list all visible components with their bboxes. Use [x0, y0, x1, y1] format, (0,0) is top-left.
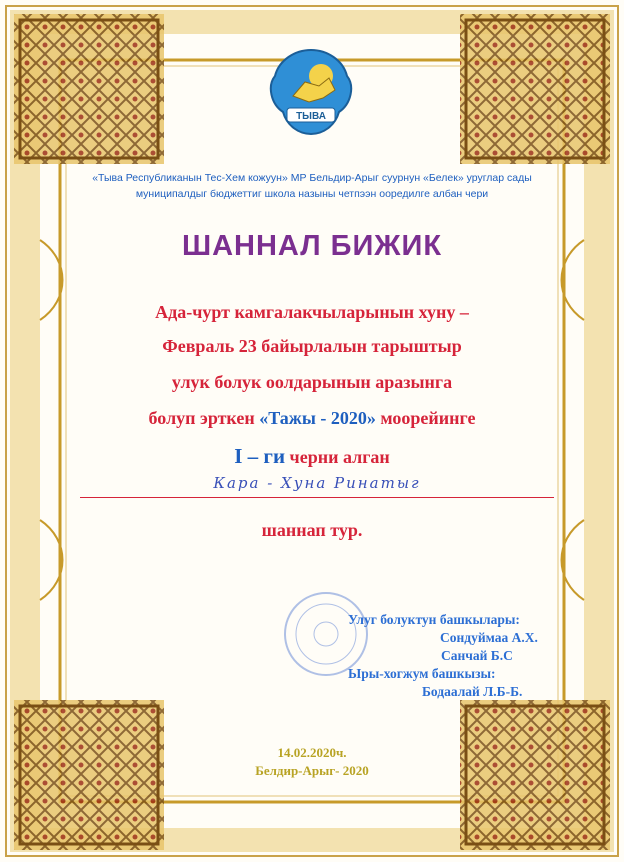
text-line-2: Февраль 23 байырлалын тарыштыр	[162, 336, 462, 356]
signature-name-1: Сондуймаа А.Х.	[440, 630, 538, 645]
closing-text: шаннап тур.	[261, 520, 363, 540]
emblem-label: ТЫВА	[296, 111, 326, 122]
place-suffix: черни алган	[285, 447, 390, 467]
text-line-3: улук болук оолдарынын аразынга	[171, 372, 453, 392]
text-line-4	[0, 408, 624, 429]
signature-role-2: Ыры-хогжум башкызы:	[348, 666, 496, 681]
corner-knot-top-left-icon	[14, 14, 164, 164]
place-line	[0, 444, 624, 469]
certificate-title: ШАННАЛ БИЖИК	[181, 230, 443, 262]
recipient-underline	[80, 497, 554, 498]
signature-name-3: Бодаалай Л.Б-Б.	[422, 684, 523, 699]
signature-role-1: Улуг болуктун башкылары:	[348, 612, 520, 627]
organization-line-2: муниципалдыг бюджеттиг школа назыны четпээн ооредилге албан чери	[135, 188, 489, 200]
corner-knot-top-right-icon	[460, 14, 610, 164]
event-name: «Тажы - 2020»	[259, 408, 376, 428]
text-line-1: Ада-чурт камгалакчыларынын хуну –	[155, 302, 469, 322]
round-stamp-icon	[282, 590, 370, 678]
issue-place: Белдир-Арыг- 2020	[255, 763, 369, 778]
issue-date: 14.02.2020ч.	[277, 745, 347, 760]
tuva-emblem-icon	[265, 46, 357, 138]
line-4-prefix: болуп эрткен	[148, 408, 260, 428]
organization-line-1: «Тыва Республиканын Тес-Хем кожуун» МР Бельдир-Арыг суурнун «Белек» уруглар сады	[92, 172, 532, 184]
place-number: I – ги	[234, 444, 286, 468]
signature-name-2: Санчай Б.С	[441, 648, 513, 663]
recipient-name-handwritten: Кара - Хуна Ринатыг	[213, 474, 421, 492]
line-4-suffix: моорейинге	[375, 408, 476, 428]
